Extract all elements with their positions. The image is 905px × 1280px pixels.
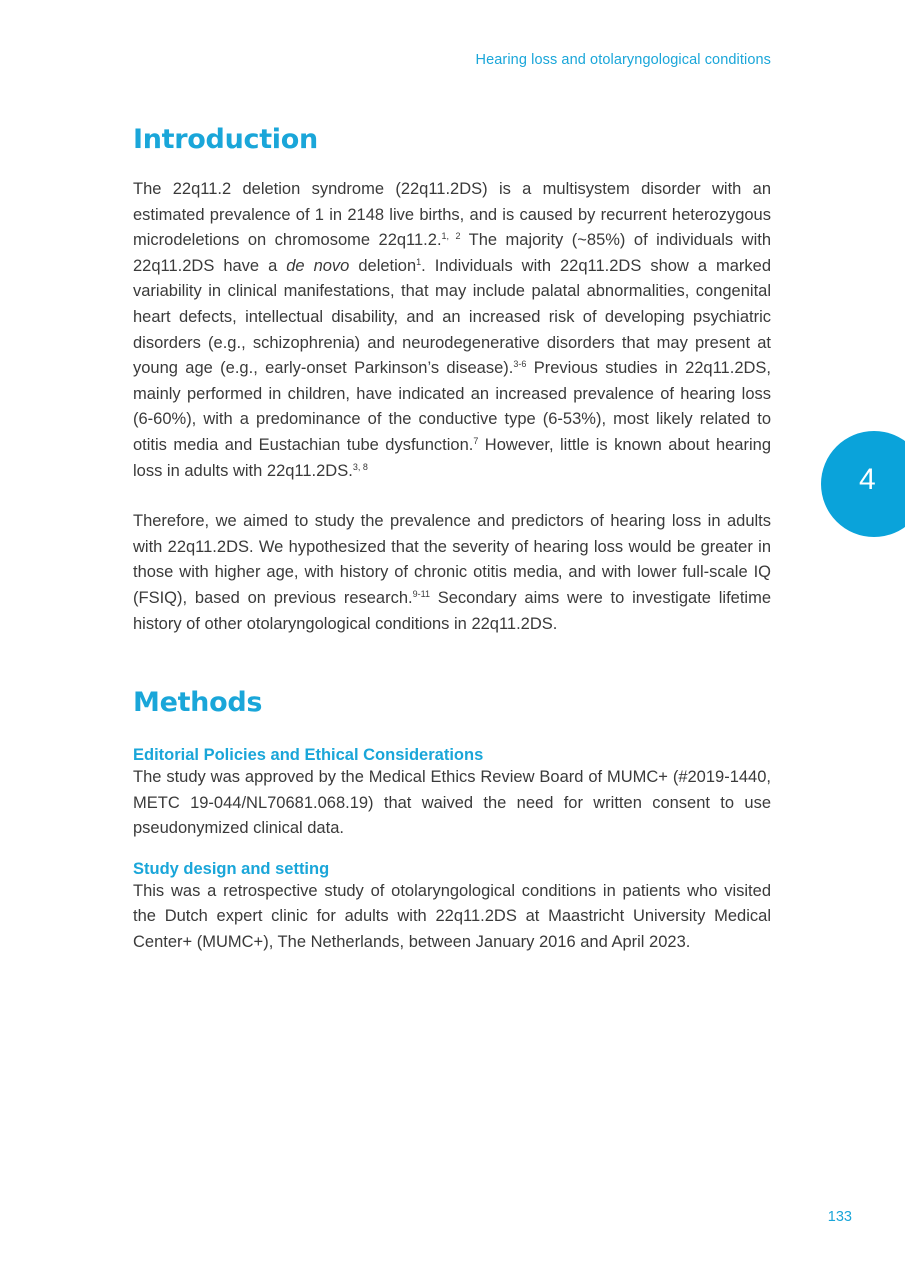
text-run: . Individuals with 22q11.2DS show a marked variability in clinical manifestations, that may include palatal abnormalities, congenital heart defects, intellectual disability, and an increased risk of developing psychiatric disorders (e.g., schizophrenia) and neurodegenerative disorders that may present at young age (e.g., early-onset Parkinson’s disease). — [133, 256, 771, 378]
section-heading-study-design: Study design and setting — [133, 859, 330, 878]
citation: 1 — [416, 256, 422, 267]
chapter-tab — [821, 431, 905, 537]
text-run: Previous studies in 22q11.2DS, mainly performed in children, have indicated an increased prevalence of hearing loss (6-60%), with a predominance of the conductive type (6-53%), most likely related to otitis media and Eustachian tube dysfunction. — [133, 359, 772, 454]
section-text-study-design: This was a retrospective study of otolaryngological conditions in patients who visited the Dutch expert clinic for adults with 22q11.2DS at Maastricht University Medical Center+ (MUMC+), The Netherlands, between January 2016 and April 2023. — [133, 881, 771, 952]
introduction-paragraph-2 — [133, 509, 771, 637]
section-text-ethics: The study was approved by the Medical Ethics Review Board of MUMC+ (#2019-1440, METC 19-044/NL70681.068.19) that waived the need for written consent to use pseudonymized clinical data. — [133, 768, 771, 838]
text-run: Therefore, we aimed to study the prevalence and predictors of hearing loss in adults with 22q11.2DS. We hypothesized that the severity of hearing loss would be greater in those with higher age, with history of chronic otitis media, and with lower full-scale IQ (FSIQ), based on previous research. — [133, 512, 771, 607]
chapter-number: 4 — [859, 463, 876, 496]
introduction-paragraph-1 — [133, 177, 771, 484]
text-run: deletion — [349, 256, 417, 275]
text-run: Secondary aims were to investigate lifetime history of other otolaryngological conditions in 22q11.2DS. — [133, 588, 771, 633]
citation: 3, 8 — [352, 461, 368, 472]
section-heading-ethics: Editorial Policies and Ethical Considerations — [133, 746, 484, 765]
page-number: 133 — [827, 1209, 852, 1225]
citation: 1, 2 — [441, 231, 461, 242]
citation: 9-11 — [412, 588, 430, 599]
running-head: Hearing loss and otolaryngological conditions — [475, 52, 771, 68]
citation: 3-6 — [513, 359, 527, 370]
citation: 7 — [473, 435, 479, 446]
methods-title: Methods — [133, 687, 263, 719]
text-run: However, little is known about hearing loss in adults with 22q11.2DS. — [133, 435, 771, 480]
text-run: The 22q11.2 deletion syndrome (22q11.2DS) is a multisystem disorder with an estimated prevalence of 1 in 2148 live births, and is caused by recurrent heterozygous microdeletions on chromosome 22q11.2. — [133, 180, 771, 250]
emphasis: de novo — [286, 256, 350, 275]
introduction-title: Introduction — [133, 124, 318, 155]
main-content — [133, 124, 771, 956]
text-run: The majority (~85%) of individuals with 22q11.2DS have a — [133, 231, 772, 275]
